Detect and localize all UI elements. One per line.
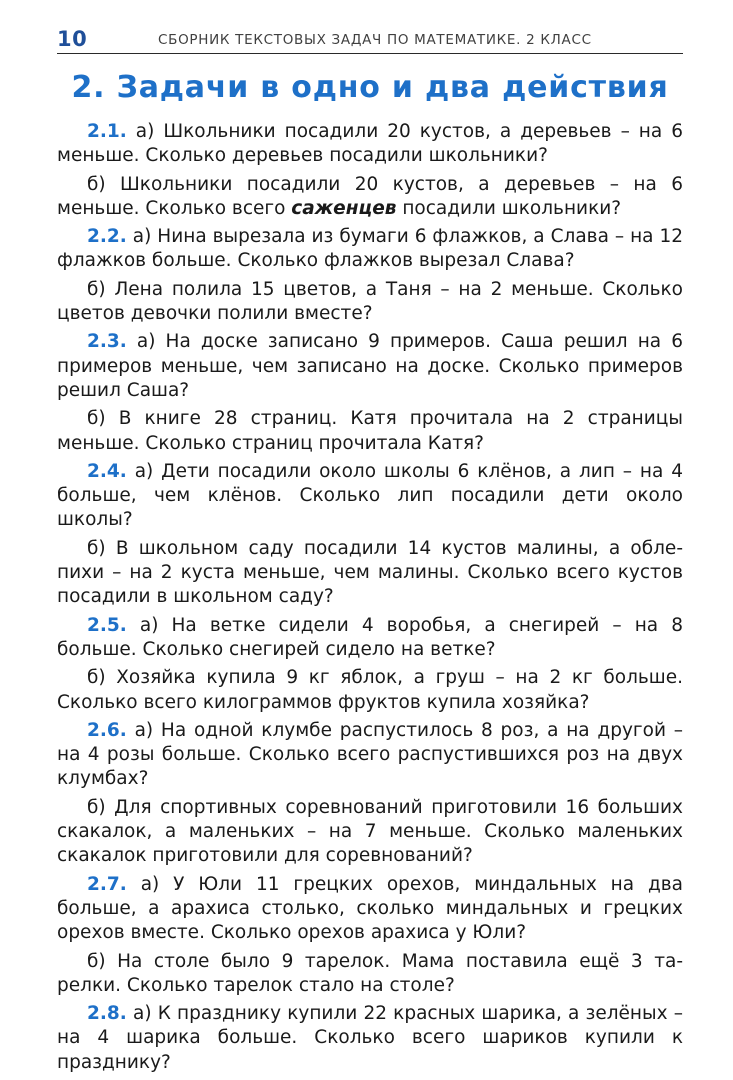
problem-part-a [57, 614, 683, 663]
problem-text: а) Дети посадили около школы 6 клёнов, а лип – на 4 больше, чем клёнов. Сколько лип посадили дети около школы? [57, 460, 683, 531]
problem-part-b [57, 278, 683, 327]
problem-part-b [57, 173, 683, 222]
problem-text: б) Лена полила 15 цветов, а Таня – на 2 меньше. Сколько цветов девочки полили вместе? [57, 278, 683, 325]
problem-number: 2.8. [87, 1003, 127, 1025]
problem-2-3 [57, 330, 683, 455]
problem-2-6 [57, 719, 683, 869]
problem-part-b [57, 796, 683, 869]
problem-text: б) На столе было 9 тарелок. Мама поставила ещё 3 тарелки. Сколько тарелок стало на столе? [57, 950, 683, 996]
section-title: 2. Задачи в одно и два действия [71, 70, 669, 105]
emphasized-word: саженцев [291, 197, 397, 219]
problem-2-2 [57, 225, 683, 326]
page-number: 10 [57, 27, 88, 51]
page-header [57, 29, 683, 54]
problem-part-b [57, 666, 683, 715]
running-title: СБОРНИК ТЕКСТОВЫХ ЗАДАЧ ПО МАТЕМАТИКЕ. 2 КЛАСС [158, 32, 592, 48]
problem-part-b [57, 537, 683, 610]
problem-text: а) Школьники посадили 20 кустов, а деревьев – на 6 меньше. Сколько деревьев посадили школьники? [57, 121, 683, 167]
problem-2-8 [57, 1002, 683, 1075]
problem-2-7 [57, 873, 683, 998]
problem-text: б) Для спортивных соревнований приготовили 16 больших скакалок, а маленьких – на 7 меньше. Сколько маленьких скакалок приготовили для соревнований? [57, 796, 683, 867]
problem-number: 2.4. [87, 460, 127, 482]
problem-list [57, 120, 683, 1079]
problem-number: 2.5. [87, 614, 127, 636]
problem-part-a [57, 460, 683, 533]
problem-text: а) Нина вырезала из бумаги 6 флажков, а Слава – на 12 флажков больше. Сколько флажков вырезал Слава? [57, 226, 683, 272]
problem-text: б) В книге 28 страниц. Катя прочитала на 2 страницы меньше. Сколько страниц прочитала Катя? [57, 408, 683, 454]
problem-2-1 [57, 120, 683, 221]
problem-part-b [57, 407, 683, 456]
problem-text: б) Школьники посадили 20 кустов, а деревьев – на 6 меньше. Сколько всего [57, 173, 683, 219]
problem-part-b [57, 950, 683, 999]
problem-text: а) К празднику купили 22 красных шарика, а зелёных – на 4 шарика больше. Сколько всего шариков купили к празднику? [57, 1003, 683, 1073]
problem-number: 2.2. [87, 226, 127, 248]
problem-number: 2.1. [87, 121, 127, 142]
problem-part-a [57, 330, 683, 403]
problem-number: 2.3. [87, 331, 127, 353]
problem-part-a [57, 1002, 683, 1075]
problem-2-4 [57, 460, 683, 610]
problem-text: посадили школьники? [396, 197, 622, 219]
problem-text: б) В школьном саду посадили 14 кустов малины, а облепихи – на 2 куста меньше, чем малины. Сколько всего кустов посадили в школьном саду? [57, 537, 683, 608]
problem-number: 2.7. [87, 873, 127, 895]
problem-text: а) На одной клумбе распустилось 8 роз, а на другой – на 4 розы больше. Сколько всего распустившихся роз на двух клумбах? [57, 719, 683, 790]
problem-text: а) На ветке сидели 4 воробья, а снегирей – на 8 больше. Сколько снегирей сидело на ветке? [57, 614, 683, 660]
problem-text: а) На доске записано 9 примеров. Саша решил на 6 примеров меньше, чем записано на доске. Сколько примеров решил Саша? [57, 331, 683, 401]
problem-part-a [57, 120, 683, 169]
problem-text: а) У Юли 11 грецких орехов, миндальных на два больше, а арахиса столько, сколько миндальных и грецких орехов вместе. Сколько орехов арахиса у Юли? [57, 873, 683, 944]
problem-number: 2.6. [87, 719, 127, 741]
problem-part-a [57, 873, 683, 946]
problem-2-5 [57, 614, 683, 715]
problem-part-a [57, 719, 683, 792]
problem-part-a [57, 225, 683, 274]
problem-text: б) Хозяйка купила 9 кг яблок, а груш – на 2 кг больше. Сколько всего килограммов фруктов купила хозяйка? [57, 667, 683, 713]
